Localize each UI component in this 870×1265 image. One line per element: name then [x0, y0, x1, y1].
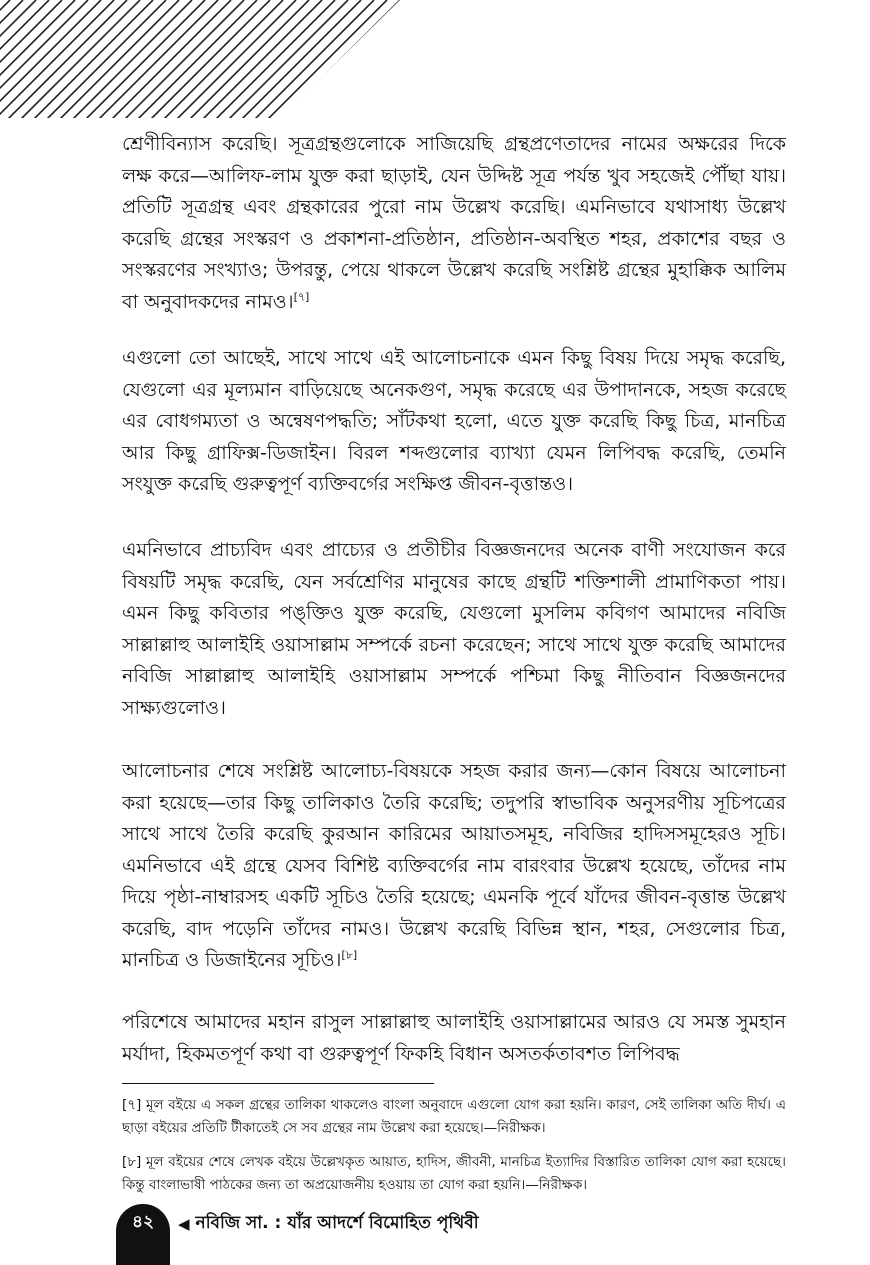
stripe-line	[189, 0, 309, 120]
stripe-line	[111, 0, 231, 120]
body-paragraph-2	[122, 343, 786, 501]
stripe-line	[59, 0, 179, 120]
stripe-line	[20, 0, 140, 120]
stripe-line	[7, 0, 127, 120]
footnote-8	[122, 1151, 786, 1197]
diagonal-stripes-decoration	[0, 0, 400, 120]
stripe-line	[150, 0, 270, 120]
running-title: নবিজি সা. : যাঁর আদর্শে বিমোহিত পৃথিবী	[195, 1213, 479, 1233]
stripe-line	[98, 0, 218, 120]
footnote-text: মূল বইয়ে এ সকল গ্রন্থের তালিকা থাকলেও বাংলা অনুবাদে এগুলো যোগ করা হয়নি। কারণ, সেই তালিকা অতি দীর্ঘ। এ ছাড়া বইয়ের প্রতিটি টীকাতেই সে সব গ্রন্থের নাম উল্লেখ করা হয়েছে।—নিরীক্ষক।	[122, 1097, 786, 1136]
footnote-7	[122, 1094, 786, 1140]
stripe-line	[176, 0, 296, 120]
body-paragraph-1	[122, 129, 786, 318]
stripe-line	[72, 0, 192, 120]
footnote-text: মূল বইয়ের শেষে লেখক বইয়ে উল্লেখকৃত আয়াত, হাদিস, জীবনী, মানচিত্র ইত্যাদির বিস্তারিত তালিকা যোগ করা হয়েছে। কিন্তু বাংলাভাষী পাঠকের জন্য তা অপ্রয়োজনীয় হওয়ায় তা যোগ করা হয়নি।—নিরীক্ষক।	[122, 1154, 786, 1193]
footnote-reference-8[interactable]: [৮]	[341, 948, 358, 962]
footnote-divider	[122, 1083, 434, 1084]
footnote-marker: [৭]	[122, 1097, 142, 1113]
body-paragraph-4	[122, 756, 786, 977]
paragraph-text: আলোচনার শেষে সংশ্লিষ্ট আলোচ্য-বিষয়কে সহজ করার জন্য—কোন বিষয়ে আলোচনা করা হয়েছে—তার কিছু তালিকাও তৈরি করেছি; তদুপরি স্বাভাবিক অনুসরণীয় সূচিপত্রের সাথে সাথে তৈরি করেছি কুরআন কারিমের আয়াতসমূহ, নবিজির হাদিসসমূহেরও সূচি। এমনিভাবে এই গ্রন্থে যেসব বিশিষ্ট ব্যক্তিবর্গের নাম বারংবার উল্লেখ হয়েছে, তাঁদের নাম দিয়ে পৃষ্ঠা-নাম্বারসহ একটি সূচিও তৈরি হয়েছে; এমনকি পূর্বে যাঁদের জীবন-বৃত্তান্ত উল্লেখ করেছি, বাদ পড়েনি তাঁদের নামও। উল্লেখ করেছি বিভিন্ন স্থান, শহর, সেগুলোর চিত্র, মানচিত্র ও ডিজাইনের সূচিও।	[122, 760, 786, 971]
stripe-line	[124, 0, 244, 120]
body-paragraph-3	[122, 535, 786, 724]
paragraph-text: পরিশেষে আমাদের মহান রাসুল সাল্লাল্লাহু আলাইহি ওয়াসাল্লামের আরও যে সমস্ত সুমহান মর্যাদা, হিকমতপূর্ণ কথা বা গুরুত্বপূর্ণ ফিকহি বিধান অসতর্কতাবশত লিপিবদ্ধ	[122, 1011, 786, 1065]
left-triangle-icon: ◀	[178, 1215, 190, 1233]
page-number: ৪২	[116, 1204, 170, 1244]
stripe-line	[33, 0, 153, 120]
paragraph-text: শ্রেণীবিন্যাস করেছি। সূত্রগ্রন্থগুলোকে সাজিয়েছি গ্রন্থপ্রণেতাদের নামের অক্ষরের দিকে লক্ষ করে—আলিফ-লাম যুক্ত করা ছাড়াই, যেন উদ্দিষ্ট সূত্র পর্যন্ত খুব সহজেই পৌঁছা যায়। প্রতিটি সূত্রগ্রন্থ এবং গ্রন্থকারের পুরো নাম উল্লেখ করেছি। এমনিভাবে যথাসাধ্য উল্লেখ করেছি গ্রন্থের সংস্করণ ও প্রকাশনা-প্রতিষ্ঠান, প্রতিষ্ঠান-অবস্থিত শহর, প্রকাশের বছর ও সংস্করণের সংখ্যাও; উপরন্তু, পেয়ে থাকলে উল্লেখ করেছি সংশ্লিষ্ট গ্রন্থের মুহাক্কিক আলিম বা অনুবাদকদের নামও।	[122, 133, 786, 313]
stripe-line	[137, 0, 257, 120]
footnote-marker: [৮]	[122, 1154, 142, 1170]
paragraph-text: এমনিভাবে প্রাচ্যবিদ এবং প্রাচ্যের ও প্রতীচীর বিজ্ঞজনদের অনেক বাণী সংযোজন করে বিষয়টি সমৃদ্ধ করেছি, যেন সর্বশ্রেণির মানুষের কাছে গ্রন্থটি শক্তিশালী প্রামাণিকতা পায়। এমন কিছু কবিতার পঙ্‌ক্তিও যুক্ত করেছি, যেগুলো মুসলিম কবিগণ আমাদের নবিজি সাল্লাল্লাহু আলাইহি ওয়াসাল্লাম সম্পর্কে রচনা করেছেন; সাথে সাথে যুক্ত করেছি আমাদের নবিজি সাল্লাল্লাহু আলাইহি ওয়াসাল্লাম সম্পর্কে পশ্চিমা কিছু নীতিবান বিজ্ঞজনদের সাক্ষ্যগুলোও।	[122, 539, 786, 719]
stripe-line	[85, 0, 205, 120]
body-paragraph-5	[122, 1007, 786, 1070]
stripe-line	[163, 0, 283, 120]
running-header	[178, 1208, 479, 1240]
stripe-line	[46, 0, 166, 120]
paragraph-text: এগুলো তো আছেই, সাথে সাথে এই আলোচনাকে এমন কিছু বিষয় দিয়ে সমৃদ্ধ করেছি, যেগুলো এর মূল্যমান বাড়িয়েছে অনেকগুণ, সমৃদ্ধ করেছে এর উপাদানকে, সহজ করেছে এর বোধগম্যতা ও অন্বেষণপদ্ধতি; সাঁটকথা হলো, এতে যুক্ত করেছি কিছু চিত্র, মানচিত্র আর কিছু গ্রাফিক্স-ডিজাইন। বিরল শব্দগুলোর ব্যাখ্যা যেমন লিপিবদ্ধ করেছি, তেমনি সংযুক্ত করেছি গুরুত্বপূর্ণ ব্যক্তিবর্গের সংক্ষিপ্ত জীবন-বৃত্তান্তও।	[122, 347, 786, 495]
footnote-reference-7[interactable]: [৭]	[293, 290, 310, 304]
